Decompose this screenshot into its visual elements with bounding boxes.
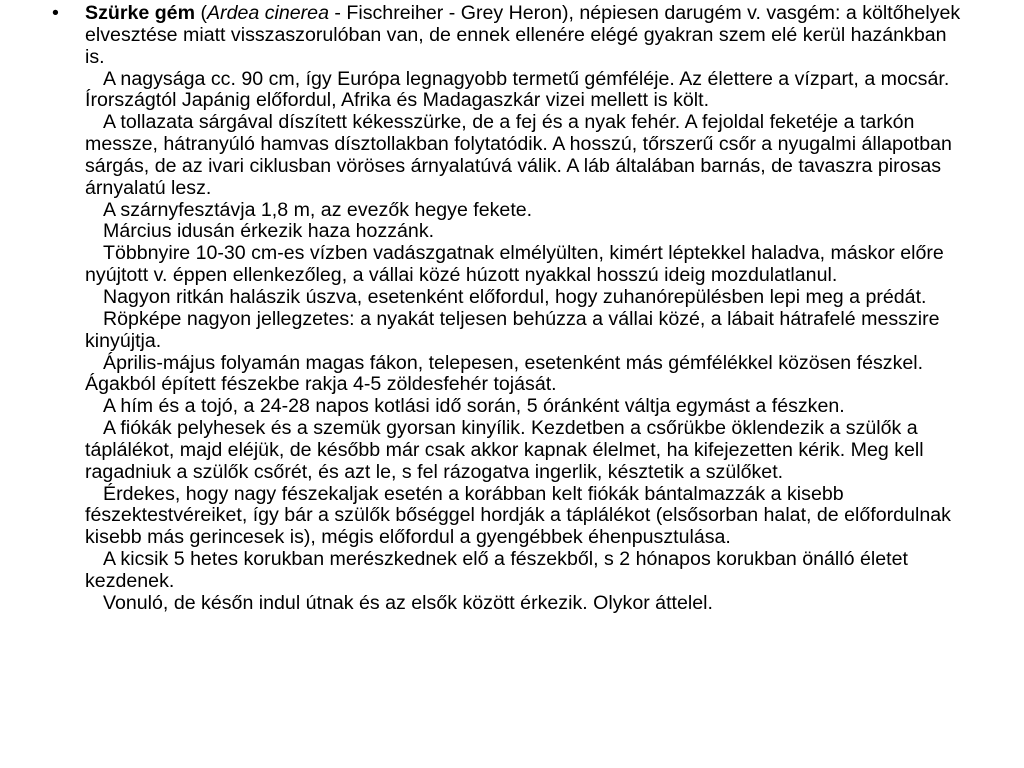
paragraph-flight: Röpképe nagyon jellegzetes: a nyakát teljesen behúzza a vállai közé, a lábait hátrafelé messzire kinyújtja. [85, 307, 940, 352]
text-body [52, 3, 967, 615]
paragraph-fishing: Nagyon ritkán halászik úszva, esetenként előfordul, hogy zuhanórepülésben lepi meg a prédát. [103, 285, 927, 308]
paragraph-incubation: A hím és a tojó, a 24-28 napos kotlási idő során, 5 óránként váltja egymást a fészken. [103, 395, 845, 418]
bullet-item [52, 3, 967, 615]
paragraph-chicks: A fiókák pelyhesek és a szemük gyorsan kinyílik. Kezdetben a csőrükbe öklendezik a szülők a táplálékot, majd eléjük, de később már csak akkor kapnak élelmet, ha kifejezetten kérik. Meg kell ragadniuk a szülők csőrét, és azt le, s fel rázogatva ingerlik, késztetik a szülőket. [85, 417, 924, 483]
paragraph-size: A nagysága cc. 90 cm, így Európa legnagyobb termetű gémféléje. Az élettere a vízpart, a mocsár. Írországtól Japánig előfordul, Afrika és Madagaszkár vizei mellett is költ. [85, 67, 950, 112]
species-name: Szürke gém [85, 2, 195, 24]
paragraph-migration: Vonuló, de későn indul útnak és az elsők között érkezik. Olykor áttelel. [103, 591, 713, 614]
latin-name: Ardea cinerea [206, 2, 329, 24]
paragraph-plumage: A tollazata sárgával díszített kékesszürke, de a fej és a nyak fehér. A fejoldal feketéje a tarkón messze, hátranyúló hamvas dísztollakban folytatódik. A hosszú, tőrszerű csőr a nyugalmi állapotban sárgás, de az ivari ciklusban vöröses árnyalatúvá válik. A láb általában barnás, de tavaszra pirosas árnyalatú lesz. [85, 111, 952, 199]
intro-paragraph [85, 3, 967, 69]
paragraph-hunting: Többnyire 10-30 cm-es vízben vadászgatnak elmélyülten, kimért léptekkel haladva, máskor előre nyújtott v. éppen ellenkezőleg, a vállai közé húzott nyakkal hosszú ideig mozdulatlanul. [85, 242, 944, 287]
paragraph-arrival: Március idusán érkezik haza hozzánk. [103, 220, 435, 243]
open-paren: ( [195, 2, 207, 24]
paragraph-siblicide: Érdekes, hogy nagy fészekaljak esetén a korábban kelt fiókák bántalmazzák a kisebb fészektestvéreiket, így bár a szülők bőséggel hordják a táplálékot (elsősorban halat, de előfordulnak kisebb más gerincesek is), mégis előfordul a gyengébbek éhenpusztulása. [85, 482, 951, 549]
intro-text: - Fischreiher - Grey Heron), népiesen darugém v. vasgém: a költőhelyek elvesztése miatt visszaszorulóban van, de ennek ellenére elégé gyakran szem elé kerül hazánkban is. [85, 2, 961, 68]
paragraph-wingspan: A szárnyfesztávja 1,8 m, az evezők hegye fekete. [103, 198, 533, 221]
bullet-icon: • [52, 2, 59, 24]
paragraph-fledging: A kicsik 5 hetes korukban merészkednek elő a fészekből, s 2 hónapos korukban önálló életet kezdenek. [85, 548, 908, 592]
paragraph-nesting: Április-május folyamán magas fákon, telepesen, esetenként más gémfélékkel közösen fészkel. Ágakból épített fészekbe rakja 4-5 zöldesfehér tojását. [85, 351, 924, 396]
